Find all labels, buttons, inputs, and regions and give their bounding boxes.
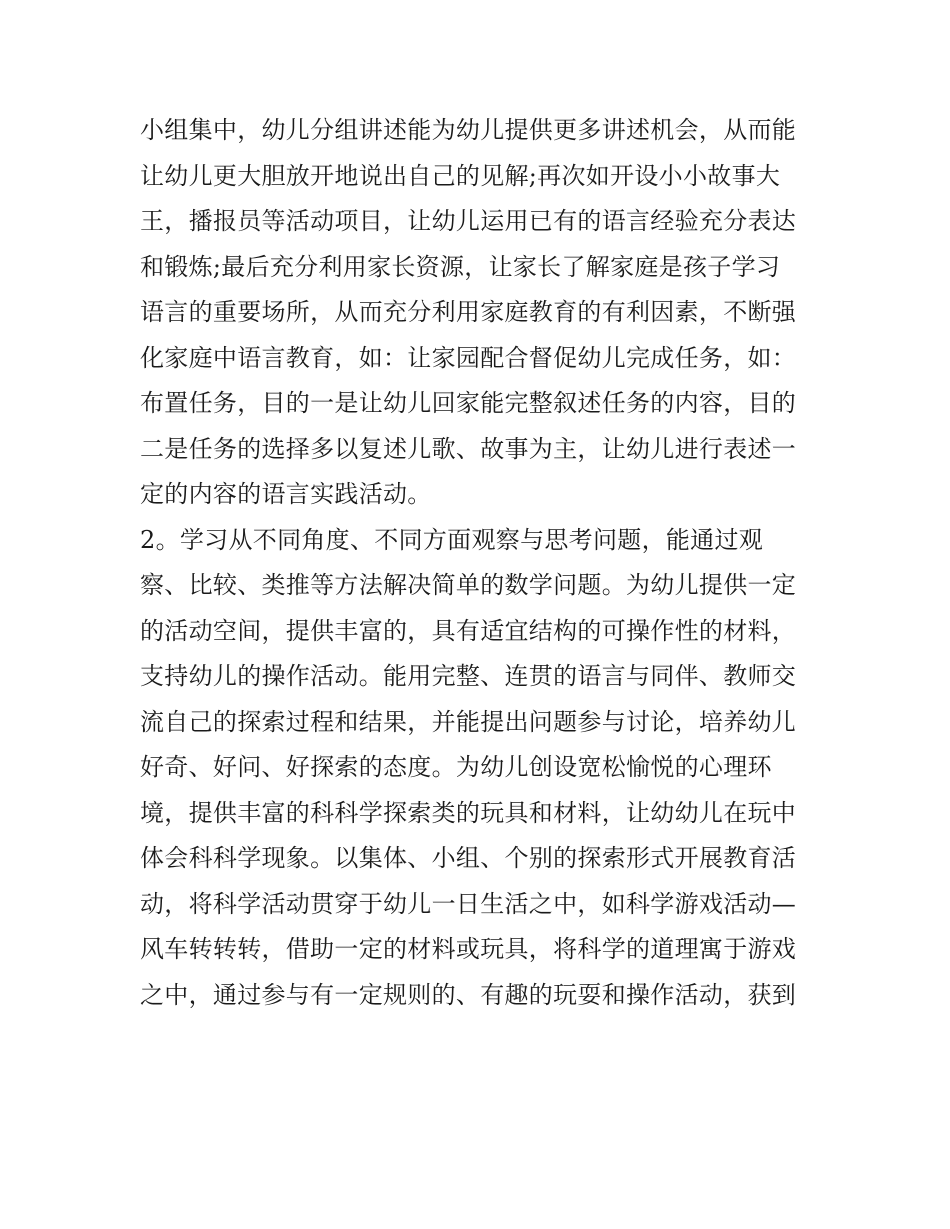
text-line: 的活动空间，提供丰富的，具有适宜结构的可操作性的材料， (140, 616, 797, 645)
text-line: 布置任务，目的一是让幼儿回家能完整叙述任务的内容，目的 (140, 389, 797, 417)
text-line: 好奇、好问、好探索的态度。为幼儿创设宽松愉悦的心理环 (140, 753, 772, 781)
text-line: 察、比较、类推等方法解决简单的数学问题。为幼儿提供一定 (140, 571, 797, 599)
text-line: 王，播报员等活动项目，让幼儿运用已有的语言经验充分表达 (140, 207, 797, 235)
text-line: 之中，通过参与有一定规则的、有趣的玩耍和操作活动，获到 (140, 980, 797, 1009)
text-line: 体会科科学现象。以集体、小组、个别的探索形式开展教育活 (140, 844, 797, 872)
text-line: 动，将科学活动贯穿于幼儿一日生活之中，如科学游戏活动— (140, 889, 797, 918)
text-line: 和锻炼;最后充分利用家长资源，让家长了解家庭是孩子学习 (140, 252, 781, 281)
text-line: 化家庭中语言教育，如：让家园配合督促幼儿完成任务，如： (140, 343, 797, 372)
text-line: 让幼儿更大胆放开地说出自己的见解;再次如开设小小故事大 (140, 161, 781, 190)
text-line: 流自己的探索过程和结果，并能提出问题参与讨论，培养幼儿 (140, 707, 797, 736)
text-line: 风车转转转，借助一定的材料或玩具，将科学的道理寓于游戏 (140, 935, 797, 963)
body-text (140, 108, 820, 1018)
text-line: 二是任务的选择多以复述儿歌、故事为主，让幼儿进行表述一 (140, 434, 797, 463)
text-line: 支持幼儿的操作活动。能用完整、连贯的语言与同伴、教师交 (140, 662, 797, 690)
text-line: 2。学习从不同角度、不同方面观察与思考问题，能通过观 (140, 525, 764, 554)
text-line: 语言的重要场所，从而充分利用家庭教育的有利因素，不断强 (140, 298, 797, 326)
text-line: 定的内容的语言实践活动。 (140, 480, 432, 508)
text-line: 小组集中，幼儿分组讲述能为幼儿提供更多讲述机会，从而能 (140, 116, 797, 144)
text-line: 境，提供丰富的科科学探索类的玩具和材料，让幼幼儿在玩中 (140, 798, 797, 827)
